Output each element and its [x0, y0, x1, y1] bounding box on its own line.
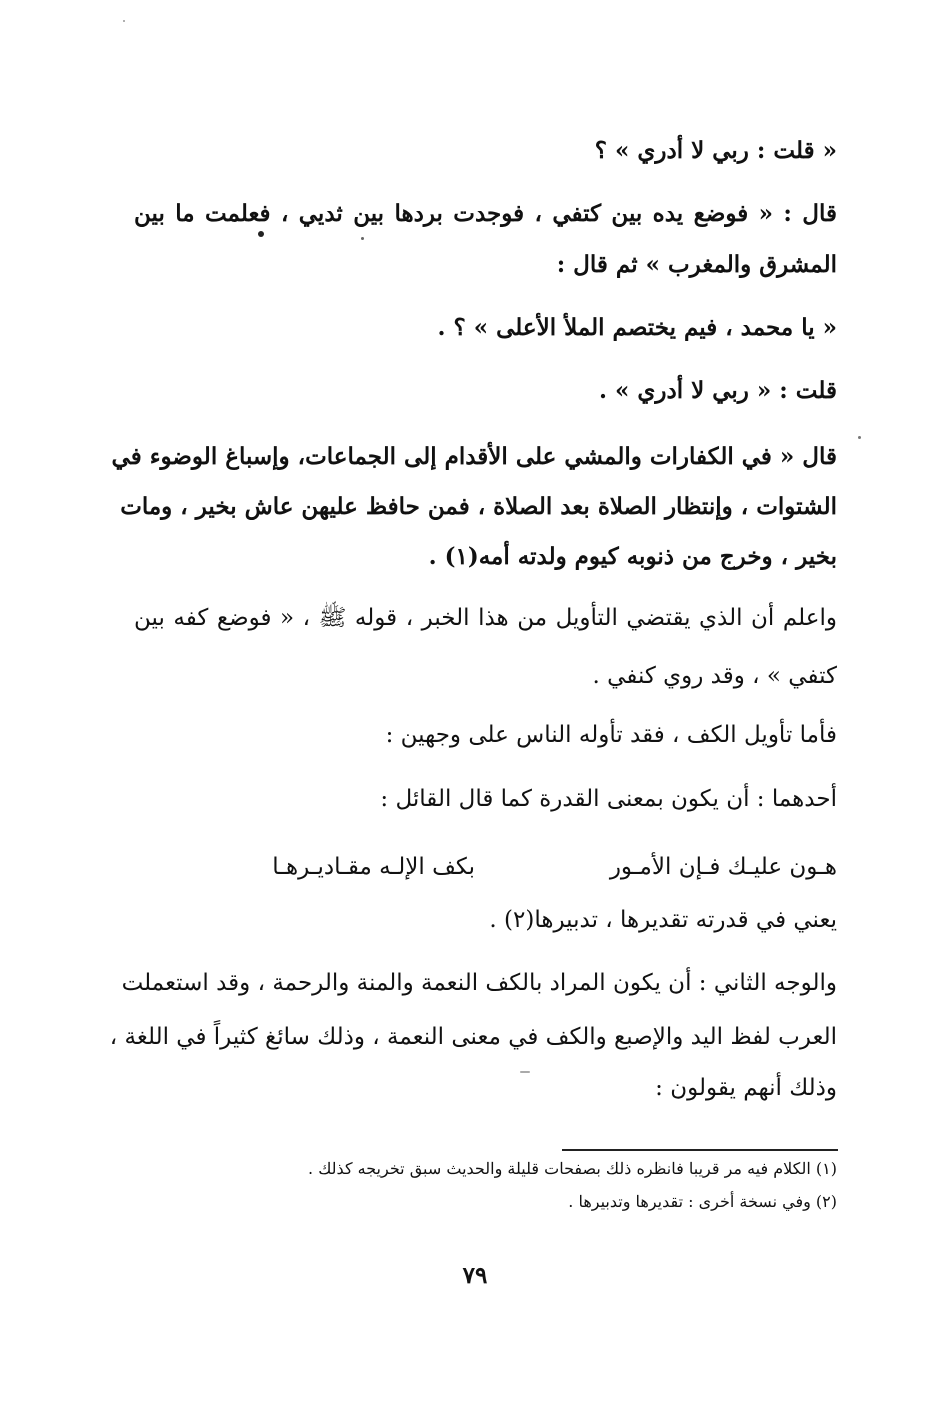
text-line: قال : « فوضع يده بين كتفي ، فوجدت بردها بين ثديي ، فعلمت ما بين — [134, 200, 837, 227]
scan-speck — [123, 20, 125, 22]
text-line: قلت : « ربي لا أدري » . — [598, 377, 837, 404]
text-line: قال « في الكفارات والمشي على الأقدام إلى الجماعات، وإسباغ الوضوء في — [111, 443, 837, 470]
verse-first-hemistich: هـون عليـك فـإن الأمـور — [609, 854, 837, 880]
text-line: والوجه الثاني : أن يكون المراد بالكف النعمة والمنة والرحمة ، وقد استعملت — [121, 970, 837, 996]
footnote: (١) الكلام فيه مر قريبا فانظره ذلك بصفحات قليلة والحديث سبق تخريجه كذلك . — [308, 1159, 837, 1178]
text-line: يعني في قدرته تقديرها ، تدبيرها(٢) . — [489, 907, 837, 933]
footnote: (٢) وفي نسخة أخرى : تقديرها وتدبيرها . — [568, 1192, 837, 1211]
scan-speck — [520, 1071, 530, 1073]
text-line: المشرق والمغرب » ثم قال : — [556, 251, 837, 278]
text-line: العرب لفظ اليد والإصبع والكف في معنى النعمة ، وذلك سائغ كثيراً في اللغة ، — [109, 1024, 837, 1050]
verse-second-hemistich: بكف الإلـه مقـاديـرهـا — [272, 854, 475, 880]
scan-speck — [858, 436, 861, 439]
text-line: فأما تأويل الكف ، فقد تأوله الناس على وجهين : — [385, 722, 837, 748]
scan-speck — [258, 231, 264, 237]
text-line: بخير ، وخرج من ذنوبه كيوم ولدته أمه(١) . — [428, 543, 837, 570]
text-line: أحدهما : أن يكون بمعنى القدرة كما قال القائل : — [380, 786, 837, 812]
text-line: « يا محمد ، فيم يختصم الملأ الأعلى » ؟ . — [437, 314, 837, 341]
text-line: « قلت : ربي لا أدري » ؟ — [594, 137, 837, 164]
text-line: كتفي » ، وقد روي كنفي . — [592, 663, 837, 689]
text-line: واعلم أن الذي يقتضي التأويل من هذا الخبر ، قوله ﷺ ، « فوضع كفه بين — [134, 605, 837, 631]
scan-speck — [361, 237, 364, 240]
text-line: الشتوات ، وإنتظار الصلاة بعد الصلاة ، فمن حافظ عليهن عاش بخير ، ومات — [120, 493, 837, 520]
footnote-divider — [562, 1149, 838, 1151]
page-number: ٧٩ — [462, 1262, 488, 1289]
text-line: وذلك أنهم يقولون : — [655, 1075, 837, 1101]
